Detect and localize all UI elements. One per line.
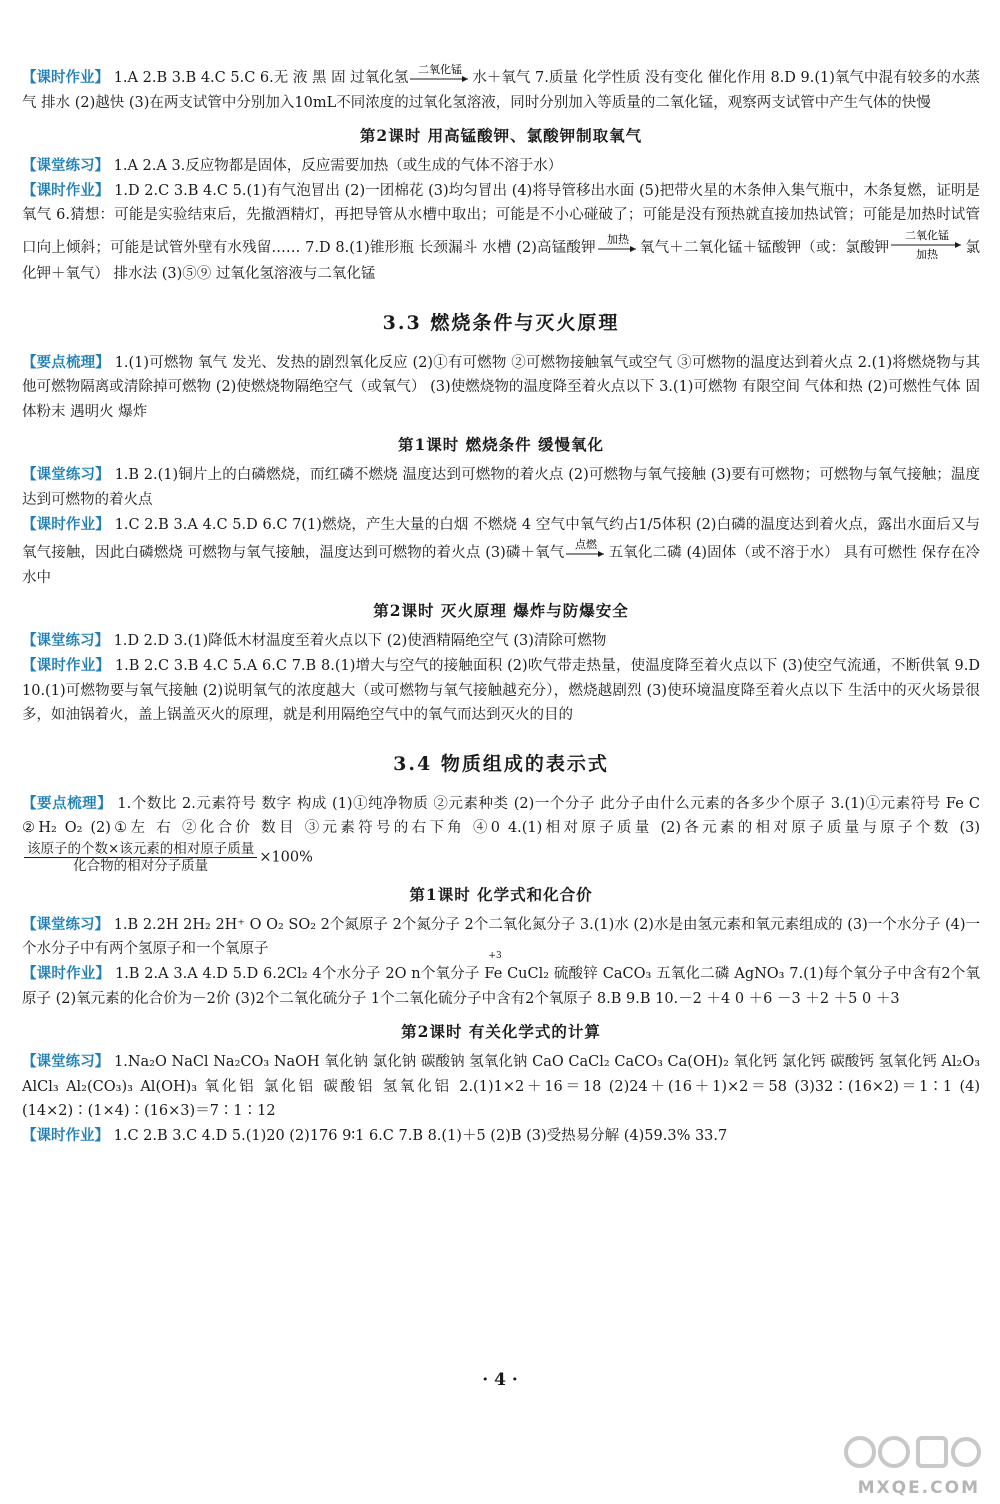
lesson-title: 第2课时 用高锰酸钾、氯酸钾制取氧气 [359,126,643,146]
section-tag: 【课堂练习】 [22,1054,110,1071]
lesson-title: 第1课时 化学式和化合价 [409,884,593,904]
section-tag: 【课时作业】 [22,657,111,674]
section-tag: 【课时作业】 [22,516,110,533]
answer-text: 1.A 2.A 3.反应物都是固体，反应需要加热（或生成的气体不溶于水） [113,158,563,175]
reaction-condition: 点燃 [575,538,598,552]
section-tag: 【课堂练习】 [22,916,110,933]
classwork-block [22,1050,980,1124]
reaction-arrow [596,232,640,258]
fraction-denominator: 化合物的相对分子质量 [73,857,209,874]
section-tag: 【课时作业】 [22,1128,109,1145]
answer-text: 氧气＋二氧化锰＋锰酸钾（或：氯酸钾 [639,239,890,256]
reaction-arrow [889,228,965,262]
answer-text: CuCl₂ 硫酸锌 CaCO₃ 五氧化二磷 AgNO₃ 7.(1)每个氧分子中含有2个氧原子 (2)氧元素的化合价为－2价 (3)2个二氧化硫分子 1个二氧化硫分子中含有2个氧原子 8.B 9.B 10.－2 ＋4 0 ＋6 －3 ＋2 ＋5 0 ＋3 [22,966,981,1007]
answer-text: 水＋氧气 7.质量 化学性质 没有变化 催化作用 8.D 9.(1)氧气中混有较多的水蒸气 排水 (2)越快 (3)在两支试管中分别加入10mL不同浓度的过氧化氢溶液，同时分别加入等质量的二氧化锰，观察两支试管中产生气体的快慢 [22,70,980,111]
homework-block [22,62,980,115]
section-title: 3.4 物质组成的表示式 [393,752,609,775]
classwork-block [22,629,980,654]
reaction-condition: 二氧化锰 [905,228,950,242]
reaction-arrow [564,537,608,563]
reaction-condition: 加热 [606,232,629,246]
answer-text: 1.B 2.C 3.B 4.C 5.A 6.C 7.B 8.(1)增大与空气的接触面积 (2)吹气带走热量，使温度降至着火点以下 (3)使空气流通，不断供氧 9.D 10.(1)可燃物要与氧气接触 (2)说明氧气的浓度越大（或可燃物与氧气接触越充分），燃烧越剧烈 (3)使环境温度降至着火点以下 生活中的灭火场景很多，如油锅着火，盖上锅盖灭火的原理，就是利用隔绝空气中的氧气而达到灭火的目的 [22,657,980,724]
section-title: 3.3 燃烧条件与灭火原理 [382,311,620,334]
valence-mark: +3 [488,951,502,962]
answer-text: 1.C 2.B 3.C 4.D 5.(1)20 (2)176 9∶1 6.C 7.B 8.(1)＋5 (2)B (3)受热易分解 (4)59.3% 33.7 [113,1128,728,1145]
section-tag: 【要点梳理】 [22,354,110,371]
valence-element [484,951,503,987]
homework-block [22,179,980,287]
section-tag: 【课堂练习】 [22,467,110,484]
mass-fraction-formula [24,841,257,874]
answer-page [22,62,980,1149]
section-tag: 【课时作业】 [22,966,111,983]
answer-text: 1.B 2.A 3.A 4.D 5.D 6.2Cl₂ 4个水分子 2O n个氧分子 [114,966,485,983]
classwork-block [22,463,980,512]
answer-text: 五氧化二磷 (4)固体（或不溶于水） 具有可燃性 保存在冷水中 [22,545,980,586]
lesson-title: 第2课时 有关化学式的计算 [401,1022,601,1042]
key-points-block [22,351,980,425]
homework-block [22,654,980,728]
answer-text: 1.B 2.2H 2H₂ 2H⁺ O O₂ SO₂ 2个氮原子 2个氮分子 2个二氧化氮分子 3.(1)水 (2)水是由氢元素和氧元素组成的 (3)一个水分子 (4)一个水分子中有两个氢原子和一个氧原子 [22,916,981,958]
answer-text: 氯化钾＋氧气） 排水法 (3)⑤⑨ 过氧化氢溶液与二氧化锰 [22,239,980,282]
answer-text: 1.C 2.B 3.A 4.C 5.D 6.C 7(1)燃烧，产生大量的白烟 不燃烧 4 空气中氧气约占1/5体积 (2)白磷的温度达到着火点，露出水面后又与氧气接触，因此白磷燃烧 可燃物与氧气接触，温度达到可燃物的着火点 (3)磷＋氧气 [22,516,981,562]
reaction-condition: 加热 [916,247,939,261]
fraction-numerator: 该原子的个数×该元素的相对原子质量 [24,841,257,858]
section-tag: 【课堂练习】 [22,633,109,650]
answer-text: 1.A 2.B 3.B 4.C 5.C 6.无 液 黑 固 过氧化氢 [113,70,409,86]
lesson-title: 第2课时 灭火原理 爆炸与防爆安全 [373,601,629,621]
answer-text: 1.D 2.C 3.B 4.C 5.(1)有气泡冒出 (2)一团棉花 (3)均匀冒出 (4)将导管移出水面 (5)把带火星的木条伸入集气瓶中，木条复燃，证明是氧气 6.猜想：可能是实验结束后，先撤酒精灯，再把导管从水槽中取出；可能是不小心碰破了；可能是没有预热就直接加热试管；可能是加热时试管口向上倾斜；可能是试管外壁有水残留…… 7.D 8.(1)锥形瓶 长颈漏斗 水槽 (2)高锰酸钾 [22,182,981,256]
section-tag: 【课时作业】 [22,70,110,86]
answer-text: 1.个数比 2.元素符号 数字 构成 (1)①纯净物质 ②元素种类 (2)一个分子 此分子由什么元素的各多少个原子 3.(1)①元素符号 Fe C ②H₂ O₂ (2)①左 右 ②化合价 数目 ③元素符号的右下角 ④0 4.(1)相对原子质量 (2)各元素的相对原子质量与原子个数 (3) [22,795,981,837]
reaction-arrow [408,62,472,88]
reaction-condition: 二氧化锰 [418,63,463,76]
watermark-text: MXQE.COM [857,1478,980,1498]
classwork-block [22,154,980,179]
answer-text: 1.(1)可燃物 氧气 发光、发热的剧烈氧化反应 (2)①有可燃物 ②可燃物接触氧气或空气 ③可燃物的温度达到着火点 2.(1)将燃烧物与其他可燃物隔离或清除掉可燃物 (2)使燃烧物隔绝空气（或氧气） (3)使燃烧物的温度降至着火点以下 3.(1)可燃物 有限空间 气体和热 (2)可燃性气体 固体粉末 遇明火 爆炸 [22,354,981,420]
answer-text: ×100% [259,849,313,866]
key-points-block [22,792,980,874]
homework-block [22,951,981,1011]
answer-text: 1.B 2.(1)铜片上的白磷燃烧，而红磷不燃烧 温度达到可燃物的着火点 (2)可燃物与氧气接触 (3)要有可燃物；可燃物与氧气接触；温度达到可燃物的着火点 [22,467,981,508]
section-tag: 【课堂练习】 [22,158,109,175]
element-symbol: Fe [484,966,503,983]
section-tag: 【要点梳理】 [22,795,113,812]
lesson-title: 第1课时 燃烧条件 缓慢氧化 [397,435,605,455]
homework-block [22,1124,980,1149]
answer-text: 1.D 2.D 3.(1)降低木材温度至着火点以下 (2)使酒精隔绝空气 (3)清除可燃物 [113,633,607,650]
section-tag: 【课时作业】 [22,182,110,199]
homework-block [22,513,980,591]
answer-text: 1.Na₂O NaCl Na₂CO₃ NaOH 氧化钠 氯化钠 碳酸钠 氢氧化钠 CaO CaCl₂ CaCO₃ Ca(OH)₂ 氧化钙 氯化钙 碳酸钙 氢氧化钙 Al₂O₃ AlCl₃ Al₂(CO₃)₃ Al(OH)₃ 氧化铝 氯化铝 碳酸铝 氢氧化铝 2.(1)1×2＋16＝18 (2)24＋(16＋1)×2＝58 (3)32∶(16×2)＝1∶1 (4)(14×2)∶(1×4)∶(16×3)＝7∶1∶12 [22,1054,981,1120]
page-number: · 4 · [482,1370,518,1390]
